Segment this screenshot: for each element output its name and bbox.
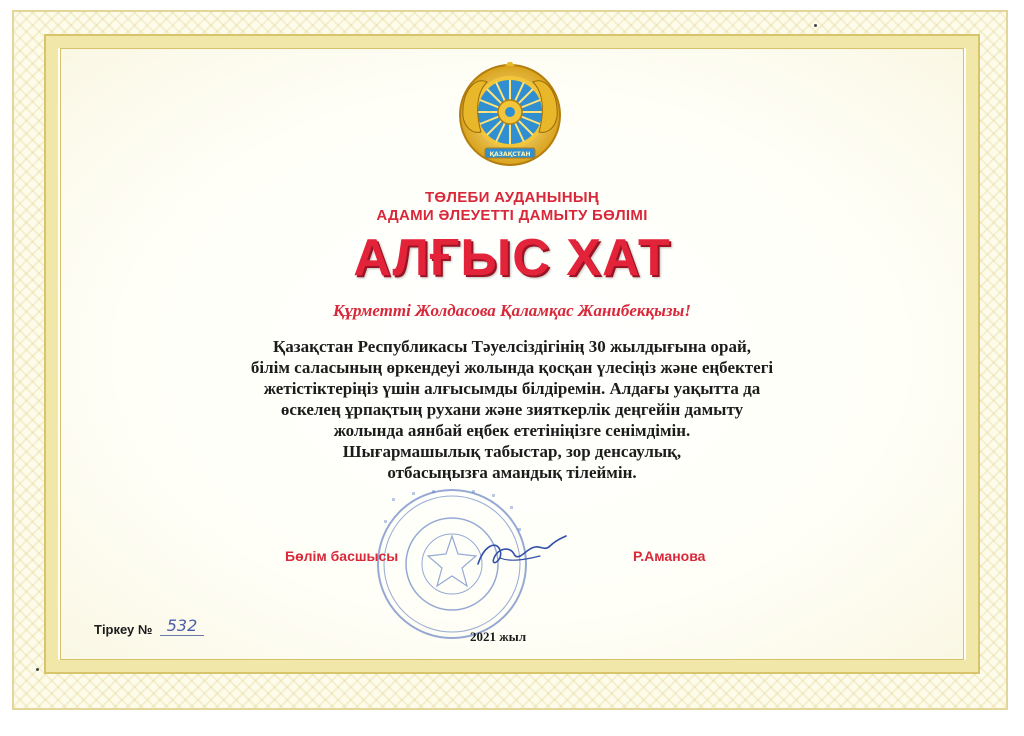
body-line: өскелең ұрпақтың рухани және зияткерлік деңгейін дамыту bbox=[280, 400, 744, 419]
registration-number: 532 bbox=[160, 616, 204, 636]
certificate-title: АЛҒЫС ХАТ bbox=[353, 229, 671, 287]
body-line: жетістіктеріңіз үшін алғысымды білдіремін. Алдағы уақытта да bbox=[263, 379, 761, 398]
registration-label: Тіркеу № bbox=[94, 622, 153, 637]
body-line: Қазақстан Республикасы Тәуелсіздігінің 30 жылдығына орай, bbox=[272, 337, 751, 356]
body-line: жолында аянбай еңбек ететініңізге сенімдімін. bbox=[333, 421, 691, 440]
organization-name-line-2: АДАМИ ӘЛЕУЕТТІ ДАМЫТУ БӨЛІМІ bbox=[376, 207, 648, 224]
signature-icon bbox=[470, 528, 570, 578]
signer-role: Бөлім басшысы bbox=[285, 548, 399, 564]
issue-year: 2021 жыл bbox=[470, 629, 527, 644]
signer-name: Р.Аманова bbox=[633, 548, 706, 564]
certificate-body bbox=[160, 336, 864, 483]
scan-speck bbox=[814, 24, 817, 27]
organization-name-line-1: ТӨЛЕБИ АУДАНЫНЫҢ bbox=[424, 189, 600, 206]
recipient-greeting: Құрметті Жолдасова Қаламқас Жанибекқызы! bbox=[333, 301, 691, 320]
body-line: Шығармашылық табыстар, зор денсаулық, bbox=[342, 442, 682, 461]
scan-speck bbox=[36, 668, 39, 671]
state-emblem-icon bbox=[455, 62, 565, 172]
emblem-ribbon-label: ҚАЗАҚСТАН bbox=[489, 151, 531, 158]
body-line: білім саласының өркендеуі жолында қосқан үлесіңіз және еңбектегі bbox=[250, 358, 774, 377]
body-line: отбасыңызға амандық тілеймін. bbox=[387, 463, 637, 482]
